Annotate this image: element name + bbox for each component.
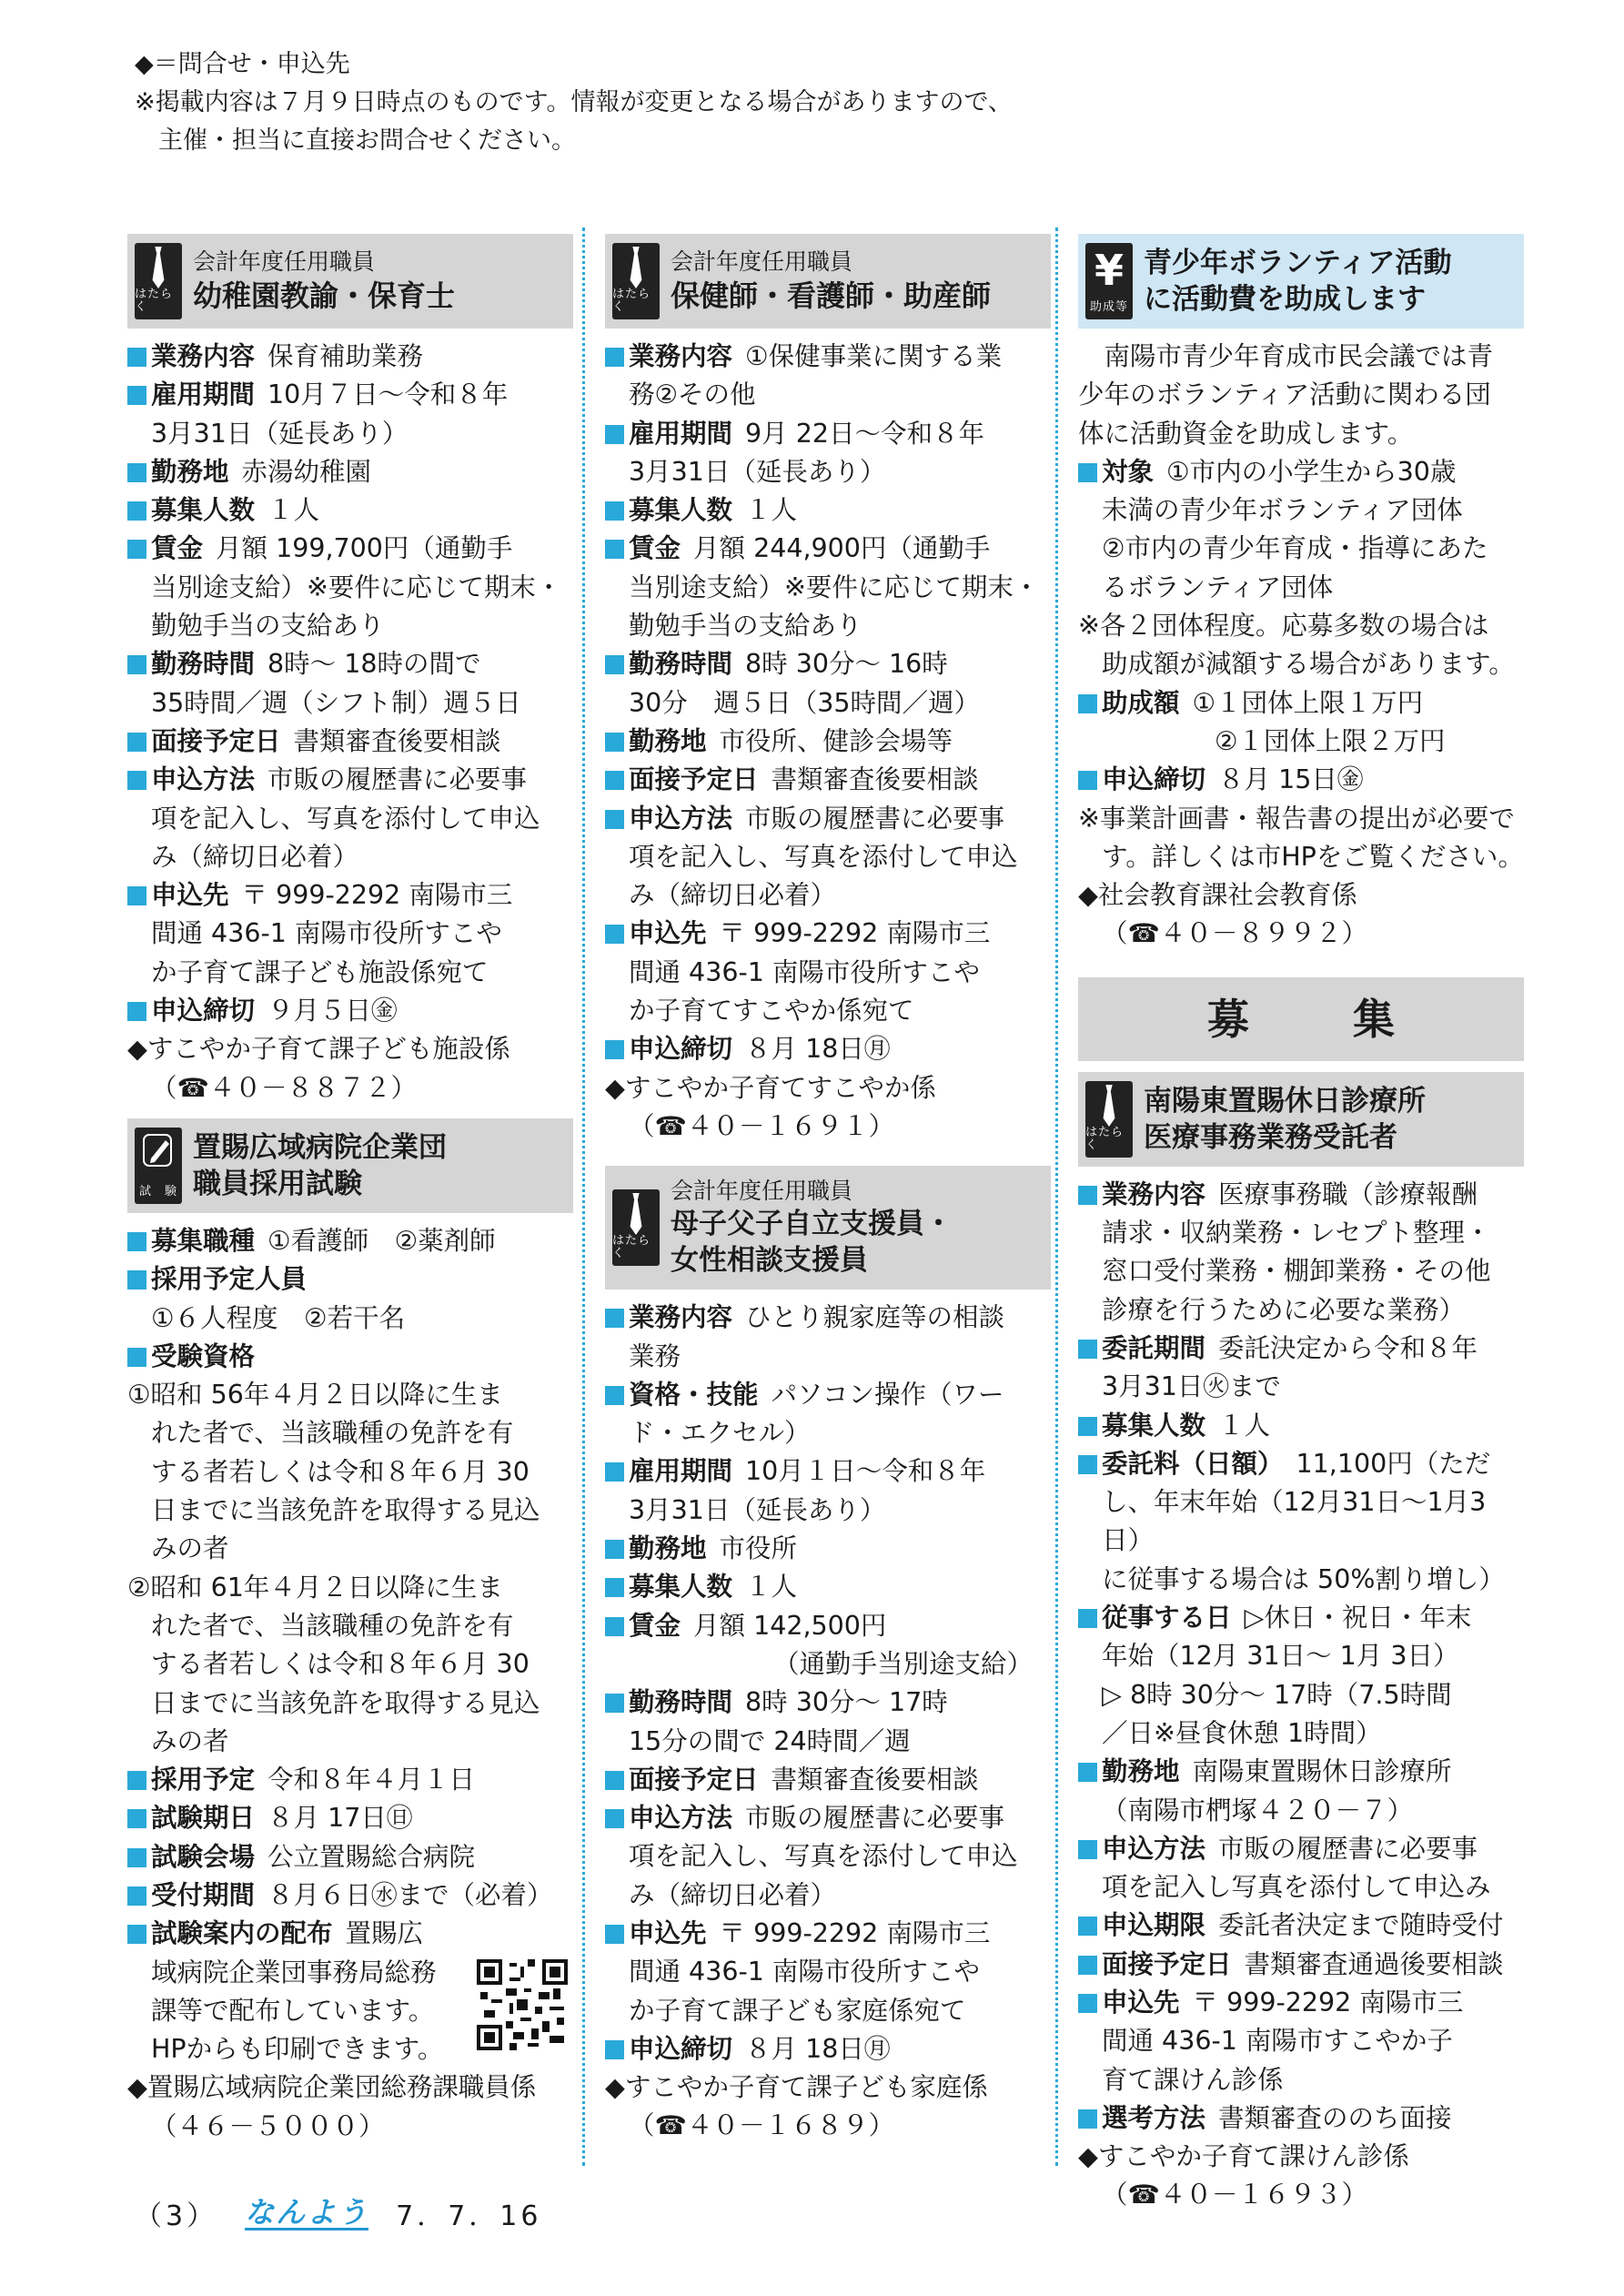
pencil-icon [135, 1128, 182, 1204]
info-row: 申込期限 委託者決定まで随時受付 [1078, 1907, 1524, 1945]
contact-line: ◆すこやか子育て課子ども家庭係 [605, 2072, 988, 2103]
contact-line: ◆すこやか子育て課けん診係 [1078, 2141, 1409, 2172]
info-row: 面接予定日 書類審査通過後要相談 [1078, 1946, 1524, 1984]
info-row: 勤務地 市役所、健診会場等 [605, 723, 1051, 761]
bullet-square-icon [1078, 1956, 1097, 1975]
bullet-square-icon [127, 1886, 146, 1906]
section-title: 女性相談支援員 [671, 1244, 868, 1278]
field-label: 委託期間 [1102, 1332, 1206, 1363]
text-line: 3月31日（延長あり） [629, 456, 886, 487]
field-label: 従事する日 [1102, 1603, 1232, 1633]
text-line: ①昭和 56年４月２日以降に生ま [127, 1380, 503, 1411]
section-title: 幼稚園教諭・保育士 [193, 278, 456, 313]
field-label: 選考方法 [1102, 2102, 1206, 2133]
bullet-square-icon [1078, 1763, 1097, 1782]
bullet-square-icon [605, 655, 624, 674]
info-row: 申込締切 ９月５日㊎ [127, 992, 573, 1030]
info-row: 試験案内の配布 置賜広 [127, 1915, 573, 1953]
text-line: 当別途支給）※要件に応じて期末・ [629, 571, 1040, 602]
text-line: する者若しくは令和８年６月 30 [151, 1649, 530, 1680]
contact-line: ◆置賜広域病院企業団総務課職員係 [127, 2072, 537, 2103]
info-row: 面接予定日 書類審査後要相談 [605, 761, 1051, 799]
field-label: 勤務地 [1102, 1756, 1180, 1787]
info-row: 申込締切 ８月 18日㊊ [605, 2030, 1051, 2068]
bullet-square-icon [1078, 463, 1097, 482]
icon-caption: はたらく [135, 288, 174, 314]
bullet-square-icon [605, 1694, 624, 1713]
page-number: （3） [135, 2200, 218, 2232]
bullet-square-icon [605, 1040, 624, 1059]
contact-phone: （☎４０－１６９１） [629, 1110, 895, 1141]
column-3 [1078, 234, 1524, 2215]
field-label: 賃金 [629, 533, 681, 564]
field-label: 申込方法 [629, 803, 733, 834]
info-row: 資格・技能 パソコン操作（ワー [605, 1376, 1051, 1414]
issue-date: 7．7．16 [396, 2200, 542, 2232]
text-line: HPからも印刷できます。 [151, 2034, 444, 2065]
field-label: 申込期限 [1102, 1910, 1206, 1941]
info-row: 募集職種 ①看護師 ②薬剤師 [127, 1222, 573, 1260]
bullet-square-icon [1078, 1994, 1097, 2013]
section-title: 南陽東置賜休日診療所 [1144, 1084, 1426, 1118]
text-line: し、年末年始（12月31日～1月3日） [1102, 1487, 1487, 1556]
column-divider [582, 228, 585, 2166]
info-row: 業務内容 ひとり親家庭等の相談 [605, 1299, 1051, 1337]
text-line: 間通 436-1 南陽市役所すこや [629, 956, 980, 987]
bullet-square-icon [127, 463, 146, 482]
section-header-youth-volunteer [1078, 234, 1524, 329]
text-line: 項を記入し、写真を添付して申込 [629, 1841, 1018, 1872]
necktie-icon [612, 1189, 660, 1266]
field-label: 勤務地 [629, 1533, 707, 1564]
text-line: 3月31日（延長あり） [629, 1494, 886, 1525]
column-1 [127, 234, 573, 2146]
bullet-square-icon [127, 1925, 146, 1944]
text-line: み（締切日必着） [151, 841, 359, 872]
text-line: 域病院企業団事務局総務 [151, 1957, 437, 1988]
text-line: 課等で配布しています。 [151, 1995, 435, 2026]
text-line: 15分の間で 24時間／週 [629, 1725, 911, 1756]
intro-text: 南陽市青少年育成市民会議では青 [1104, 341, 1494, 371]
text-line: 当別途支給）※要件に応じて期末・ [151, 571, 562, 602]
info-row: 申込先 〒 999-2292 南陽市三 [127, 876, 573, 915]
info-row: 雇用期間 10月１日～令和８年 [605, 1452, 1051, 1491]
note-line: ※各２団体程度。応募多数の場合は [1078, 611, 1489, 642]
info-row: 面接予定日 書類審査後要相談 [605, 1761, 1051, 1799]
info-row: 委託料（日額） 11,100円（ただ [1078, 1445, 1524, 1483]
bullet-square-icon [605, 733, 624, 752]
section-header-single-parent [605, 1166, 1051, 1290]
text-line: 未満の青少年ボランティア団体 [1102, 495, 1463, 526]
info-row: 申込先 〒 999-2292 南陽市三 [605, 915, 1051, 953]
section-title: 医療事務業務受託者 [1144, 1120, 1397, 1154]
info-row: 受付期間 ８月６日㊌まで（必着） [127, 1876, 573, 1915]
field-label: 勤務時間 [629, 1687, 733, 1718]
bullet-square-icon [605, 425, 624, 444]
text-line: 助成額が減額する場合があります。 [1102, 649, 1515, 680]
section-subtitle: 会計年度任用職員 [671, 248, 853, 275]
info-row: 勤務時間 8時 30分～ 17時 [605, 1684, 1051, 1722]
disclaimer-line: ※掲載内容は７月９日時点のものです。情報が変更となる場合がありますので、 [135, 88, 1013, 116]
contact-phone: （☎４０－８９９２） [1102, 918, 1368, 949]
info-row: 賃金 月額 199,700円（通勤手 [127, 530, 573, 568]
info-row: 募集人数 １人 [1078, 1407, 1524, 1445]
text-line: 窓口受付業務・棚卸業務・その他 [1102, 1256, 1491, 1287]
bullet-square-icon [605, 1925, 624, 1944]
bullet-square-icon [1078, 1609, 1097, 1628]
bullet-square-icon [605, 771, 624, 790]
column-2 [605, 234, 1051, 2146]
bullet-square-icon [127, 655, 146, 674]
section-header-hospital-exam [127, 1118, 573, 1213]
section-title: 保健師・看護師・助産師 [671, 278, 992, 313]
legend-line: ◆＝問合せ・申込先 [135, 50, 350, 78]
text-line: 請求・収納業務・レセプト整理・ [1102, 1218, 1491, 1249]
text-line: 業務 [629, 1340, 681, 1371]
text-line: か子育て課子ども施設係宛て [151, 956, 489, 987]
field-label: 申込方法 [1102, 1833, 1206, 1864]
contact-phone: （☎４０－１６９３） [1102, 2180, 1368, 2210]
necktie-icon [1085, 1081, 1133, 1158]
field-label: 受験資格 [151, 1340, 256, 1371]
field-label: 賃金 [151, 533, 204, 564]
section-title: に活動費を助成します [1144, 283, 1426, 316]
info-row: 申込締切 ８月 15日㊎ [1078, 761, 1524, 799]
info-row: 勤務地 赤湯幼稚園 [127, 453, 573, 491]
bullet-square-icon [605, 2040, 624, 2059]
field-label: 申込先 [629, 1917, 707, 1948]
info-row: 業務内容 ①保健事業に関する業 [605, 338, 1051, 376]
field-label: 勤務時間 [629, 649, 733, 680]
text-line: 3月31日㊋まで [1102, 1371, 1281, 1402]
bullet-square-icon [127, 1809, 146, 1828]
field-label: 募集人数 [1102, 1410, 1206, 1441]
info-row: 申込先 〒 999-2292 南陽市三 [605, 1915, 1051, 1953]
contact-line: ◆社会教育課社会教育係 [1078, 880, 1357, 911]
contact-phone: （☎４０－８８７２） [151, 1072, 418, 1103]
field-label: 勤務時間 [151, 649, 256, 680]
text-line: ②昭和 61年４月２日以降に生ま [127, 1572, 503, 1603]
bullet-square-icon [605, 1309, 624, 1328]
text-line: 35時間／週（シフト制）週５日 [151, 687, 521, 718]
bullet-square-icon [1078, 1840, 1097, 1859]
text-line: 診療を行うために必要な業務） [1102, 1294, 1466, 1325]
info-row: 試験期日 ８月 17日㊐ [127, 1799, 573, 1837]
field-label: 申込締切 [151, 996, 256, 1027]
text-line: 日までに当該免許を取得する見込 [151, 1687, 540, 1718]
text-line: する者若しくは令和８年６月 30 [151, 1456, 530, 1487]
text-line: か子育てすこやか係宛て [629, 996, 914, 1027]
bullet-square-icon [605, 1617, 624, 1636]
info-row: 申込方法 市販の履歴書に必要事 [127, 761, 573, 799]
info-row: 募集人数 １人 [127, 491, 573, 530]
field-label: 募集人数 [629, 1572, 733, 1603]
bullet-square-icon [127, 733, 146, 752]
info-row: 申込方法 市販の履歴書に必要事 [1078, 1830, 1524, 1868]
field-label: 勤務地 [629, 725, 707, 756]
bullet-square-icon [127, 1848, 146, 1867]
bullet-square-icon [605, 810, 624, 829]
section-header-clinic [1078, 1072, 1524, 1167]
bullet-square-icon [127, 886, 146, 905]
field-label: 対象 [1102, 456, 1155, 487]
contact-phone: （４６－５０００） [151, 2110, 385, 2141]
field-label: 採用予定 [151, 1765, 256, 1795]
text-line: ド・エクセル） [629, 1418, 811, 1449]
info-row: 申込締切 ８月 18日㊊ [605, 1030, 1051, 1068]
bullet-square-icon [1078, 1917, 1097, 1936]
text-line: 勤勉手当の支給あり [629, 611, 862, 642]
text-line: み（締切日必着） [629, 1879, 837, 1910]
info-row [127, 1260, 573, 1299]
text-line: ①６人程度 ②若干名 [151, 1302, 406, 1333]
field-label: 業務内容 [629, 341, 733, 371]
text-line: みの者 [151, 1725, 229, 1756]
text-line: す。詳しくは市HPをご覧ください。 [1102, 841, 1524, 872]
field-label: 試験会場 [151, 1841, 256, 1872]
info-row: 試験会場 公立置賜総合病院 [127, 1838, 573, 1876]
bullet-square-icon [127, 1270, 146, 1290]
info-row: 業務内容 医療事務職（診療報酬 [1078, 1176, 1524, 1214]
field-label: 申込締切 [629, 2033, 733, 2064]
text-line: 間通 436-1 南陽市すこやか子 [1102, 2026, 1453, 2057]
field-label: 賃金 [629, 1610, 681, 1641]
field-label: 試験案内の配布 [151, 1918, 333, 1949]
field-label: 申込先 [151, 880, 229, 911]
info-row: 勤務時間 8時～ 18時の間で [127, 645, 573, 683]
bullet-square-icon [1078, 694, 1097, 713]
bullet-square-icon [605, 1578, 624, 1597]
info-row: 採用予定 令和８年４月１日 [127, 1761, 573, 1799]
bullet-square-icon [605, 501, 624, 521]
field-label: 資格・技能 [629, 1379, 759, 1410]
field-label: 面接予定日 [629, 764, 759, 795]
text-line: 年始（12月 31日～ 1月 3日） [1102, 1641, 1459, 1672]
yen-icon: ¥ 助成等 [1085, 243, 1133, 319]
section-title: 職員採用試験 [193, 1167, 362, 1200]
field-label: 雇用期間 [629, 418, 733, 449]
bullet-square-icon [605, 925, 624, 944]
bullet-square-icon [605, 1809, 624, 1828]
text-line: 体に活動資金を助成します。 [1078, 418, 1414, 449]
bullet-square-icon [127, 1771, 146, 1790]
text-line: 務②その他 [629, 379, 756, 410]
info-row: 賃金 月額 244,900円（通勤手 [605, 530, 1051, 568]
info-row [127, 1338, 573, 1376]
info-row: 委託期間 委託決定から令和８年 [1078, 1330, 1524, 1368]
text-line: れた者で、当該職種の免許を有 [151, 1418, 514, 1449]
field-label: 受付期間 [151, 1879, 256, 1910]
section-header-health-nurse [605, 234, 1051, 329]
text-line: 30分 週５日（35時間／週） [629, 687, 981, 718]
bullet-square-icon [127, 501, 146, 521]
info-row: 選考方法 書類審査ののち面接 [1078, 2099, 1524, 2138]
section-title: 置賜広域病院企業団 [193, 1130, 447, 1164]
text-line: ②市内の青少年育成・指導にあた [1102, 533, 1488, 564]
bullet-square-icon [1078, 1455, 1097, 1474]
text-line: 間通 436-1 南陽市役所すこや [151, 918, 502, 949]
bullet-square-icon [127, 1232, 146, 1251]
text-line: ▷ 8時 30分～ 17時（7.5時間 [1102, 1679, 1452, 1710]
text-line: 3月31日（延長あり） [151, 418, 409, 449]
disclaimer-line: 主催・担当に直接お問合せください。 [158, 126, 576, 155]
field-label: 面接予定日 [151, 725, 281, 756]
field-label: 募集人数 [151, 495, 256, 526]
bullet-square-icon [127, 771, 146, 790]
column-divider [1055, 228, 1058, 2166]
bullet-square-icon [127, 348, 146, 367]
icon-caption: はたらく [612, 288, 651, 314]
info-row: 申込方法 市販の履歴書に必要事 [605, 1799, 1051, 1837]
text-line: みの者 [151, 1533, 229, 1564]
bullet-square-icon [127, 386, 146, 405]
icon-caption: はたらく [612, 1234, 651, 1261]
necktie-icon [135, 243, 182, 319]
field-label: 採用予定人員 [151, 1264, 308, 1295]
text-line: に従事する場合は 50%割り増し） [1102, 1563, 1505, 1594]
recruitment-heading: 募 集 [1078, 977, 1524, 1061]
info-row: 申込先 〒 999-2292 南陽市三 [1078, 1984, 1524, 2022]
field-label: 助成額 [1102, 687, 1180, 718]
field-label: 申込先 [629, 918, 707, 949]
contact-line: ◆すこやか子育て課子ども施設係 [127, 1034, 510, 1065]
info-row: 募集人数 １人 [605, 1568, 1051, 1606]
info-row: 賃金 月額 142,500円 [605, 1607, 1051, 1645]
info-row: 募集人数 １人 [605, 491, 1051, 530]
bullet-square-icon [605, 1386, 624, 1405]
info-row: 雇用期間 9月 22日～令和８年 [605, 415, 1051, 453]
text-line: 項を記入し、写真を添付して申込 [151, 803, 540, 834]
icon-caption: 試 験 [138, 1184, 177, 1199]
section-subtitle: 会計年度任用職員 [193, 248, 376, 275]
bullet-square-icon [1078, 771, 1097, 790]
necktie-icon [612, 243, 660, 319]
icon-caption: 助成等 [1089, 300, 1128, 314]
field-label: 募集職種 [151, 1225, 256, 1256]
contact-phone: （☎４０－１６８９） [629, 2110, 895, 2141]
bullet-square-icon [605, 540, 624, 559]
bullet-square-icon [127, 540, 146, 559]
text-line: ②１団体上限２万円 [1215, 725, 1446, 756]
note-line: ※事業計画書・報告書の提出が必要で [1078, 803, 1515, 834]
field-label: 業務内容 [151, 341, 256, 371]
field-label: 申込締切 [629, 1034, 733, 1065]
field-label: 申込方法 [151, 764, 256, 795]
info-row: 勤務地 南陽東置賜休日診療所 [1078, 1753, 1524, 1791]
bullet-square-icon [1078, 1340, 1097, 1359]
info-row: 雇用期間 10月７日～令和８年 [127, 376, 573, 414]
contact-line: ◆すこやか子育てすこやか係 [605, 1072, 936, 1103]
field-label: 雇用期間 [629, 1456, 733, 1487]
field-label: 業務内容 [629, 1302, 733, 1333]
field-label: 募集人数 [629, 495, 733, 526]
info-row: 業務内容 保育補助業務 [127, 338, 573, 376]
field-label: 面接予定日 [1102, 1948, 1232, 1979]
text-line: 少年のボランティア活動に関わる団 [1078, 379, 1491, 410]
field-label: 申込締切 [1102, 764, 1206, 795]
bullet-square-icon [605, 1771, 624, 1790]
text-line: ／日※昼食休憩 1時間） [1102, 1717, 1382, 1748]
icon-caption: はたらく [1085, 1125, 1125, 1152]
info-row: 従事する日 ▷休日・祝日・年末 [1078, 1599, 1524, 1637]
info-row: 勤務地 市役所 [605, 1530, 1051, 1568]
section-subtitle: 会計年度任用職員 [671, 1178, 853, 1205]
text-line: 勤勉手当の支給あり [151, 611, 385, 642]
info-row: 申込方法 市販の履歴書に必要事 [605, 800, 1051, 838]
text-line: 項を記入し、写真を添付して申込 [629, 841, 1018, 872]
text-line: （通勤手当別途支給） [772, 1648, 1033, 1679]
bullet-square-icon [1078, 1417, 1097, 1436]
bullet-square-icon [605, 348, 624, 367]
text-line: れた者で、当該職種の免許を有 [151, 1610, 514, 1641]
field-label: 面接予定日 [629, 1764, 759, 1795]
newsletter-logo: なんよう [245, 2194, 369, 2230]
field-label: 申込先 [1102, 1987, 1180, 2018]
text-line: 項を記入し写真を添付して申込み [1102, 1872, 1491, 1903]
bullet-square-icon [1078, 1186, 1097, 1205]
text-line: 育て課けん診係 [1102, 2064, 1284, 2095]
field-label: 雇用期間 [151, 379, 256, 410]
field-label: 委託料（日額） [1102, 1448, 1284, 1479]
info-row: 助成額 ①１団体上限１万円 [1078, 684, 1524, 723]
field-label: 申込方法 [629, 1803, 733, 1834]
info-row: 対象 ①市内の小学生から30歳 [1078, 453, 1524, 491]
text-line: か子育て課子ども家庭係宛て [629, 1995, 966, 2026]
notice-block [135, 46, 1013, 160]
section-title: 母子父子自立支援員・ [671, 1208, 953, 1241]
field-label: 試験期日 [151, 1803, 256, 1834]
info-row: 勤務時間 8時 30分～ 16時 [605, 645, 1051, 683]
text-line: るボランティア団体 [1102, 571, 1334, 602]
field-label: 業務内容 [1102, 1178, 1206, 1209]
bullet-square-icon [127, 1002, 146, 1021]
field-label: 勤務地 [151, 456, 229, 487]
info-row: 面接予定日 書類審査後要相談 [127, 723, 573, 761]
text-line: （南陽市椚塚４２０－７） [1102, 1795, 1414, 1826]
text-line: 間通 436-1 南陽市役所すこや [629, 1957, 980, 1988]
text-line: 日までに当該免許を取得する見込 [151, 1495, 540, 1526]
bullet-square-icon [605, 1462, 624, 1482]
section-title: 青少年ボランティア活動 [1144, 247, 1452, 279]
bullet-square-icon [127, 1348, 146, 1367]
page-footer [135, 2193, 541, 2233]
bullet-square-icon [605, 1540, 624, 1559]
section-header-kindergarten [127, 234, 573, 329]
bullet-square-icon [1078, 2109, 1097, 2129]
text-line: み（締切日必着） [629, 880, 837, 911]
qr-code[interactable] [477, 1959, 568, 2050]
